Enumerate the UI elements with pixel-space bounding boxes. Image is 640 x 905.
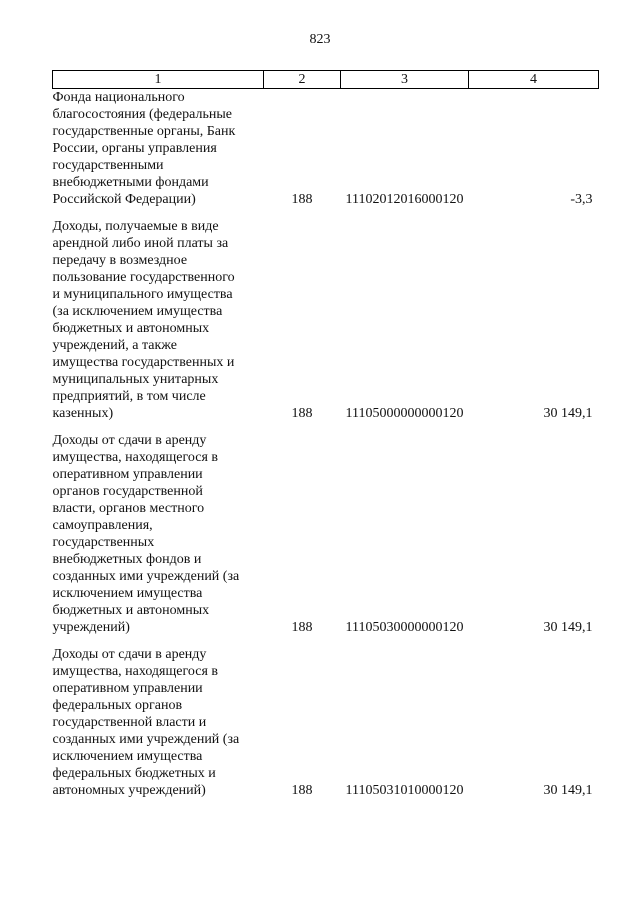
income-description [53, 432, 264, 636]
amount-value: 30 149,1 [543, 406, 593, 421]
description-line: передачу в возмездное [52, 253, 188, 268]
description-line: внебюджетными фондами [52, 175, 209, 190]
table-row [53, 432, 599, 636]
admin-code: 188 [291, 192, 313, 207]
budget-classification-code: 11105031010000120 [345, 783, 464, 798]
description-line: Доходы, получаемые в виде [52, 219, 219, 234]
description-line: автономных учреждений) [52, 783, 206, 798]
description-line: Доходы от сдачи в аренду [52, 647, 207, 662]
description-line: Доходы от сдачи в аренду [52, 433, 207, 448]
admin-code: 188 [291, 783, 313, 798]
description-line: самоуправления, [52, 518, 153, 533]
income-description [53, 646, 264, 799]
budget-classification-code: 11102012016000120 [345, 192, 464, 207]
description-line: арендной либо иной платы за [52, 236, 229, 251]
description-line: муниципальных унитарных [52, 372, 219, 387]
description-line: пользование государственного [52, 270, 235, 285]
description-line: государственные органы, Банк [52, 124, 236, 139]
description-line: федеральных органов [52, 698, 183, 713]
description-line: Российской Федерации) [52, 192, 196, 207]
description-line: государственной власти и [52, 715, 207, 730]
description-line: оперативном управлении [52, 467, 203, 482]
row-spacer [53, 636, 599, 646]
description-line: благосостояния (федеральные [52, 107, 232, 122]
description-line: государственных [52, 535, 155, 550]
description-line: учреждений) [52, 620, 130, 635]
description-line: имущества, находящегося в [52, 664, 218, 679]
table-header [53, 71, 599, 89]
admin-code: 188 [291, 406, 313, 421]
amount-value: -3,3 [570, 192, 593, 207]
column-header-2: 2 [264, 71, 341, 89]
description-line: бюджетных и автономных [52, 321, 210, 336]
table-row [53, 646, 599, 799]
description-line: государственными [52, 158, 164, 173]
budget-classification-code: 11105000000000120 [345, 406, 464, 421]
description-line: имущества, находящегося в [52, 450, 218, 465]
description-line: предприятий, в том числе [52, 389, 206, 404]
table-body [53, 89, 599, 800]
description-line: власти, органов местного [52, 501, 205, 516]
column-header-1: 1 [53, 71, 264, 89]
budget-classification-code: 11105030000000120 [345, 620, 464, 635]
description-line: Фонда национального [52, 90, 185, 105]
description-line: России, органы управления [52, 141, 217, 156]
column-header-3: 3 [341, 71, 469, 89]
description-line: бюджетных и автономных [52, 603, 210, 618]
table-row [53, 218, 599, 422]
table-row [53, 89, 599, 209]
admin-code: 188 [291, 620, 313, 635]
amount-value: 30 149,1 [543, 620, 593, 635]
description-line: казенных) [52, 406, 114, 421]
description-line: (за исключением имущества [52, 304, 223, 319]
row-spacer [53, 422, 599, 432]
amount-value: 30 149,1 [543, 783, 593, 798]
description-line: внебюджетных фондов и [52, 552, 202, 567]
description-line: оперативном управлении [52, 681, 203, 696]
description-line: федеральных бюджетных и [52, 766, 216, 781]
description-line: исключением имущества [52, 749, 203, 764]
revenue-table [52, 70, 599, 799]
row-spacer [53, 208, 599, 218]
income-description [53, 89, 264, 209]
column-header-4: 4 [469, 71, 599, 89]
description-line: органов государственной [52, 484, 203, 499]
description-line: и муниципального имущества [52, 287, 233, 302]
description-line: созданных ими учреждений (за [52, 569, 240, 584]
description-line: созданных ими учреждений (за [52, 732, 240, 747]
income-description [53, 218, 264, 422]
page-number: 823 [309, 32, 331, 47]
description-line: имущества государственных и [52, 355, 235, 370]
description-line: исключением имущества [52, 586, 203, 601]
description-line: учреждений, а также [52, 338, 177, 353]
